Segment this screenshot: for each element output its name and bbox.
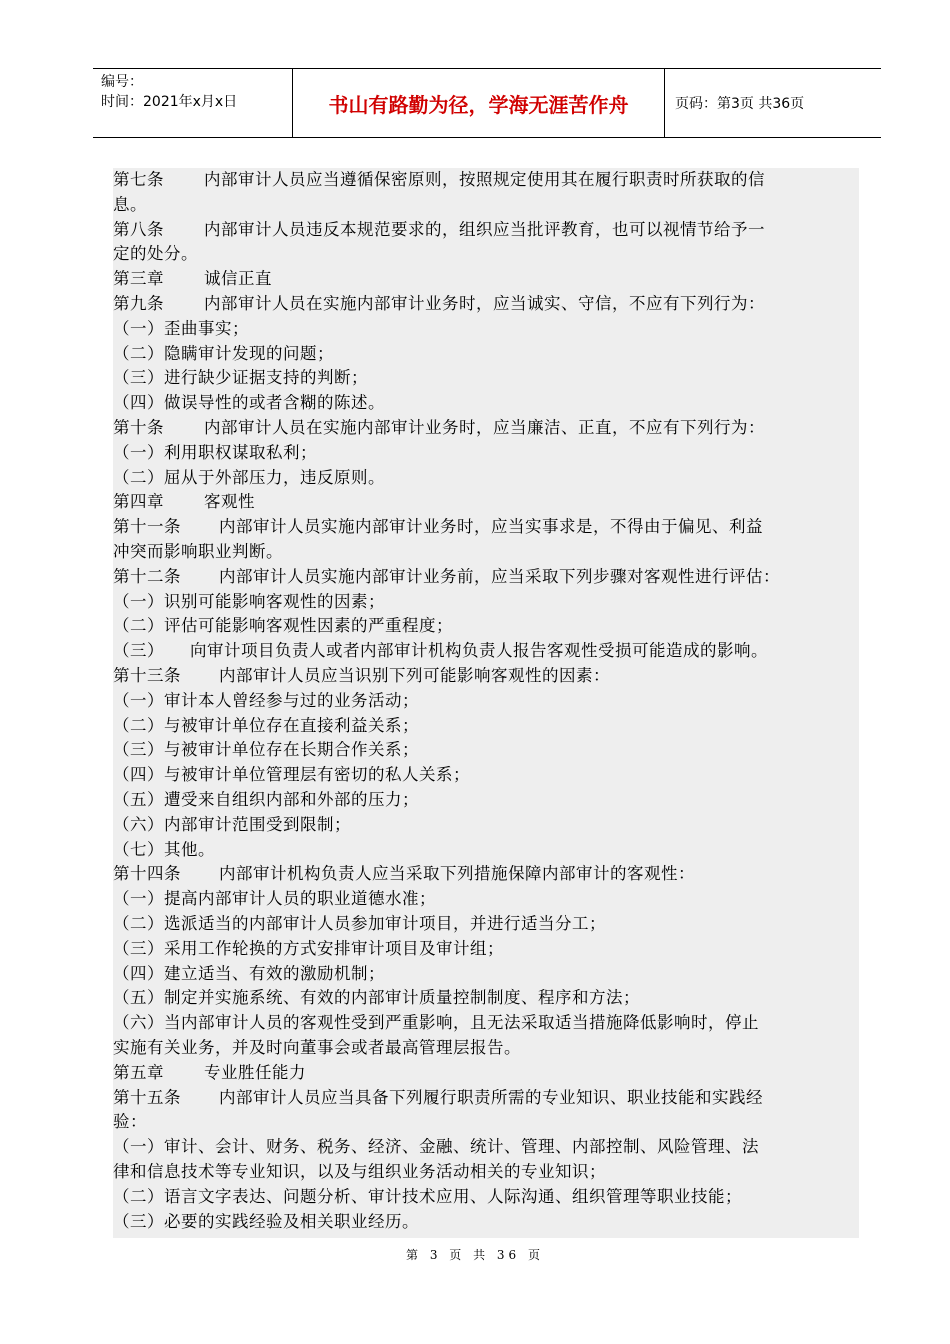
text-line [113, 1036, 521, 1061]
text-line [113, 1210, 419, 1235]
line-text: 内部审计人员实施内部审计业务前，应当采取下列步骤对客观性进行评估： [219, 566, 780, 586]
article-label: 第三章 [113, 269, 164, 289]
text-line [113, 1135, 759, 1160]
text-line [113, 391, 385, 416]
line-text: 冲突而影响职业判断。 [113, 542, 283, 561]
line-text: 内部审计人员应当识别下列可能影响客观性的因素： [219, 666, 610, 685]
page-header [93, 68, 881, 138]
article-label: 第八条 [113, 219, 164, 239]
text-line [113, 366, 368, 391]
line-text: （二）屈从于外部压力，违反原则。 [113, 467, 385, 487]
article-label: 第七条 [113, 170, 164, 189]
text-line [113, 986, 640, 1011]
text-line [113, 416, 765, 441]
text-line [113, 193, 147, 218]
text-line [113, 218, 765, 243]
article-label: （三） [113, 641, 164, 661]
text-line [113, 887, 436, 912]
line-text: 内部审计机构负责人应当采取下列措施保障内部审计的客观性： [219, 864, 695, 884]
document-body [113, 168, 859, 1238]
text-line [113, 1061, 306, 1086]
header-page-cell [665, 69, 881, 137]
line-text: （六）当内部审计人员的客观性受到严重影响，且无法采取适当措施降低影响时，停止 [113, 1013, 759, 1033]
line-text: （四）做误导性的或者含糊的陈述。 [113, 393, 385, 413]
line-text: （一）利用职权谋取私利； [113, 442, 317, 462]
line-text: （一）识别可能影响客观性的因素； [113, 591, 385, 611]
line-text: （七）其他。 [113, 839, 215, 859]
article-label: 第五章 [113, 1062, 164, 1082]
line-text: （一）审计本人曾经参与过的业务活动； [113, 690, 419, 710]
line-text: 定的处分。 [113, 244, 198, 264]
line-text: （二）评估可能影响客观性因素的严重程度； [113, 616, 453, 636]
text-line [113, 937, 504, 962]
line-text: （一）提高内部审计人员的职业道德水准； [113, 889, 436, 909]
line-text: （二）隐瞒审计发现的问题； [113, 343, 334, 363]
line-text: 专业胜任能力 [204, 1062, 306, 1082]
line-text: （五）遭受来自组织内部和外部的压力； [113, 790, 419, 809]
text-line [113, 962, 385, 987]
page-footer: 第 3 页 共 36 页 [406, 1248, 544, 1262]
text-line [113, 763, 470, 788]
article-label: 第十二条 [113, 566, 181, 586]
line-text: （三）与被审计单位存在长期合作关系； [113, 740, 419, 760]
line-text: 向审计项目负责人或者内部审计机构负责人报告客观性受损可能造成的影响。 [190, 641, 768, 661]
line-text: 实施有关业务，并及时向董事会或者最高管理层报告。 [113, 1038, 521, 1057]
text-line [113, 267, 272, 292]
text-line [113, 342, 334, 367]
line-text: （二）语言文字表达、问题分析、审计技术应用、人际沟通、组织管理等职业技能； [113, 1186, 742, 1206]
text-line [113, 1011, 759, 1036]
line-text: （三）进行缺少证据支持的判断； [113, 368, 368, 388]
line-text: 内部审计人员在实施内部审计业务时，应当诚实、守信，不应有下列行为： [204, 294, 765, 313]
text-line [113, 614, 453, 639]
text-line [113, 912, 606, 937]
line-text: （一）审计、会计、财务、税务、经济、金融、统计、管理、内部控制、风险管理、法 [113, 1137, 759, 1157]
text-line [113, 540, 283, 565]
text-line [113, 738, 419, 763]
line-text: 律和信息技术等专业知识，以及与组织业务活动相关的专业知识； [113, 1162, 606, 1181]
article-label: 第十三条 [113, 666, 181, 685]
text-line [113, 714, 419, 739]
line-text: 内部审计人员应当遵循保密原则，按照规定使用其在履行职责时所获取的信 [204, 170, 765, 189]
text-line [113, 590, 385, 615]
text-line [113, 1160, 606, 1185]
text-line [113, 466, 385, 491]
text-line [113, 664, 610, 689]
text-line [113, 1110, 147, 1135]
text-line [113, 838, 215, 863]
header-page-code: 页码：第3页 共36页 [675, 96, 805, 112]
text-line [113, 292, 765, 317]
text-line [113, 862, 695, 887]
line-text: 息。 [113, 194, 147, 214]
line-text: （六）内部审计范围受到限制； [113, 814, 351, 834]
line-text: （四）建立适当、有效的激励机制； [113, 963, 385, 983]
line-text: （一）歪曲事实； [113, 318, 249, 338]
text-line [113, 689, 419, 714]
text-line [113, 441, 317, 466]
article-label: 第十四条 [113, 864, 181, 884]
line-text: 内部审计人员应当具备下列履行职责所需的专业知识、职业技能和实践经 [219, 1087, 763, 1107]
line-text: （五）制定并实施系统、有效的内部审计质量控制制度、程序和方法； [113, 988, 640, 1008]
line-text: （三）采用工作轮换的方式安排审计项目及审计组； [113, 938, 504, 958]
text-line [113, 317, 249, 342]
line-text: （二）与被审计单位存在直接利益关系； [113, 715, 419, 735]
text-line [113, 242, 198, 267]
text-line [113, 515, 763, 540]
header-motto: 书山有路勤为径，学海无涯苦作舟 [328, 93, 629, 117]
text-line [113, 168, 765, 193]
header-motto-cell [293, 69, 665, 137]
article-label: 第十五条 [113, 1087, 181, 1107]
line-text: （二）选派适当的内部审计人员参加审计项目，并进行适当分工； [113, 914, 606, 933]
article-label: 第十一条 [113, 517, 181, 537]
line-text: 内部审计人员在实施内部审计业务时，应当廉洁、正直，不应有下列行为： [204, 418, 765, 437]
document-number: 编号： [101, 74, 143, 90]
document-time: 时间：2021年x月x日 [101, 94, 238, 110]
line-text: （四）与被审计单位管理层有密切的私人关系； [113, 765, 470, 785]
article-label: 第九条 [113, 294, 164, 313]
text-line [113, 1185, 742, 1210]
text-line [113, 788, 419, 813]
text-line [113, 565, 780, 590]
article-label: 第十条 [113, 418, 164, 437]
text-line [113, 813, 351, 838]
line-text: 内部审计人员实施内部审计业务时，应当实事求是，不得由于偏见、利益 [219, 517, 763, 537]
text-line [113, 1086, 763, 1111]
header-meta [93, 69, 293, 137]
article-label: 第四章 [113, 492, 164, 512]
line-text: 验： [113, 1112, 147, 1132]
text-line [113, 639, 768, 664]
text-line [113, 490, 255, 515]
line-text: （三）必要的实践经验及相关职业经历。 [113, 1211, 419, 1231]
line-text: 内部审计人员违反本规范要求的，组织应当批评教育，也可以视情节给予一 [204, 219, 765, 239]
line-text: 客观性 [204, 492, 255, 512]
line-text: 诚信正直 [204, 269, 272, 289]
